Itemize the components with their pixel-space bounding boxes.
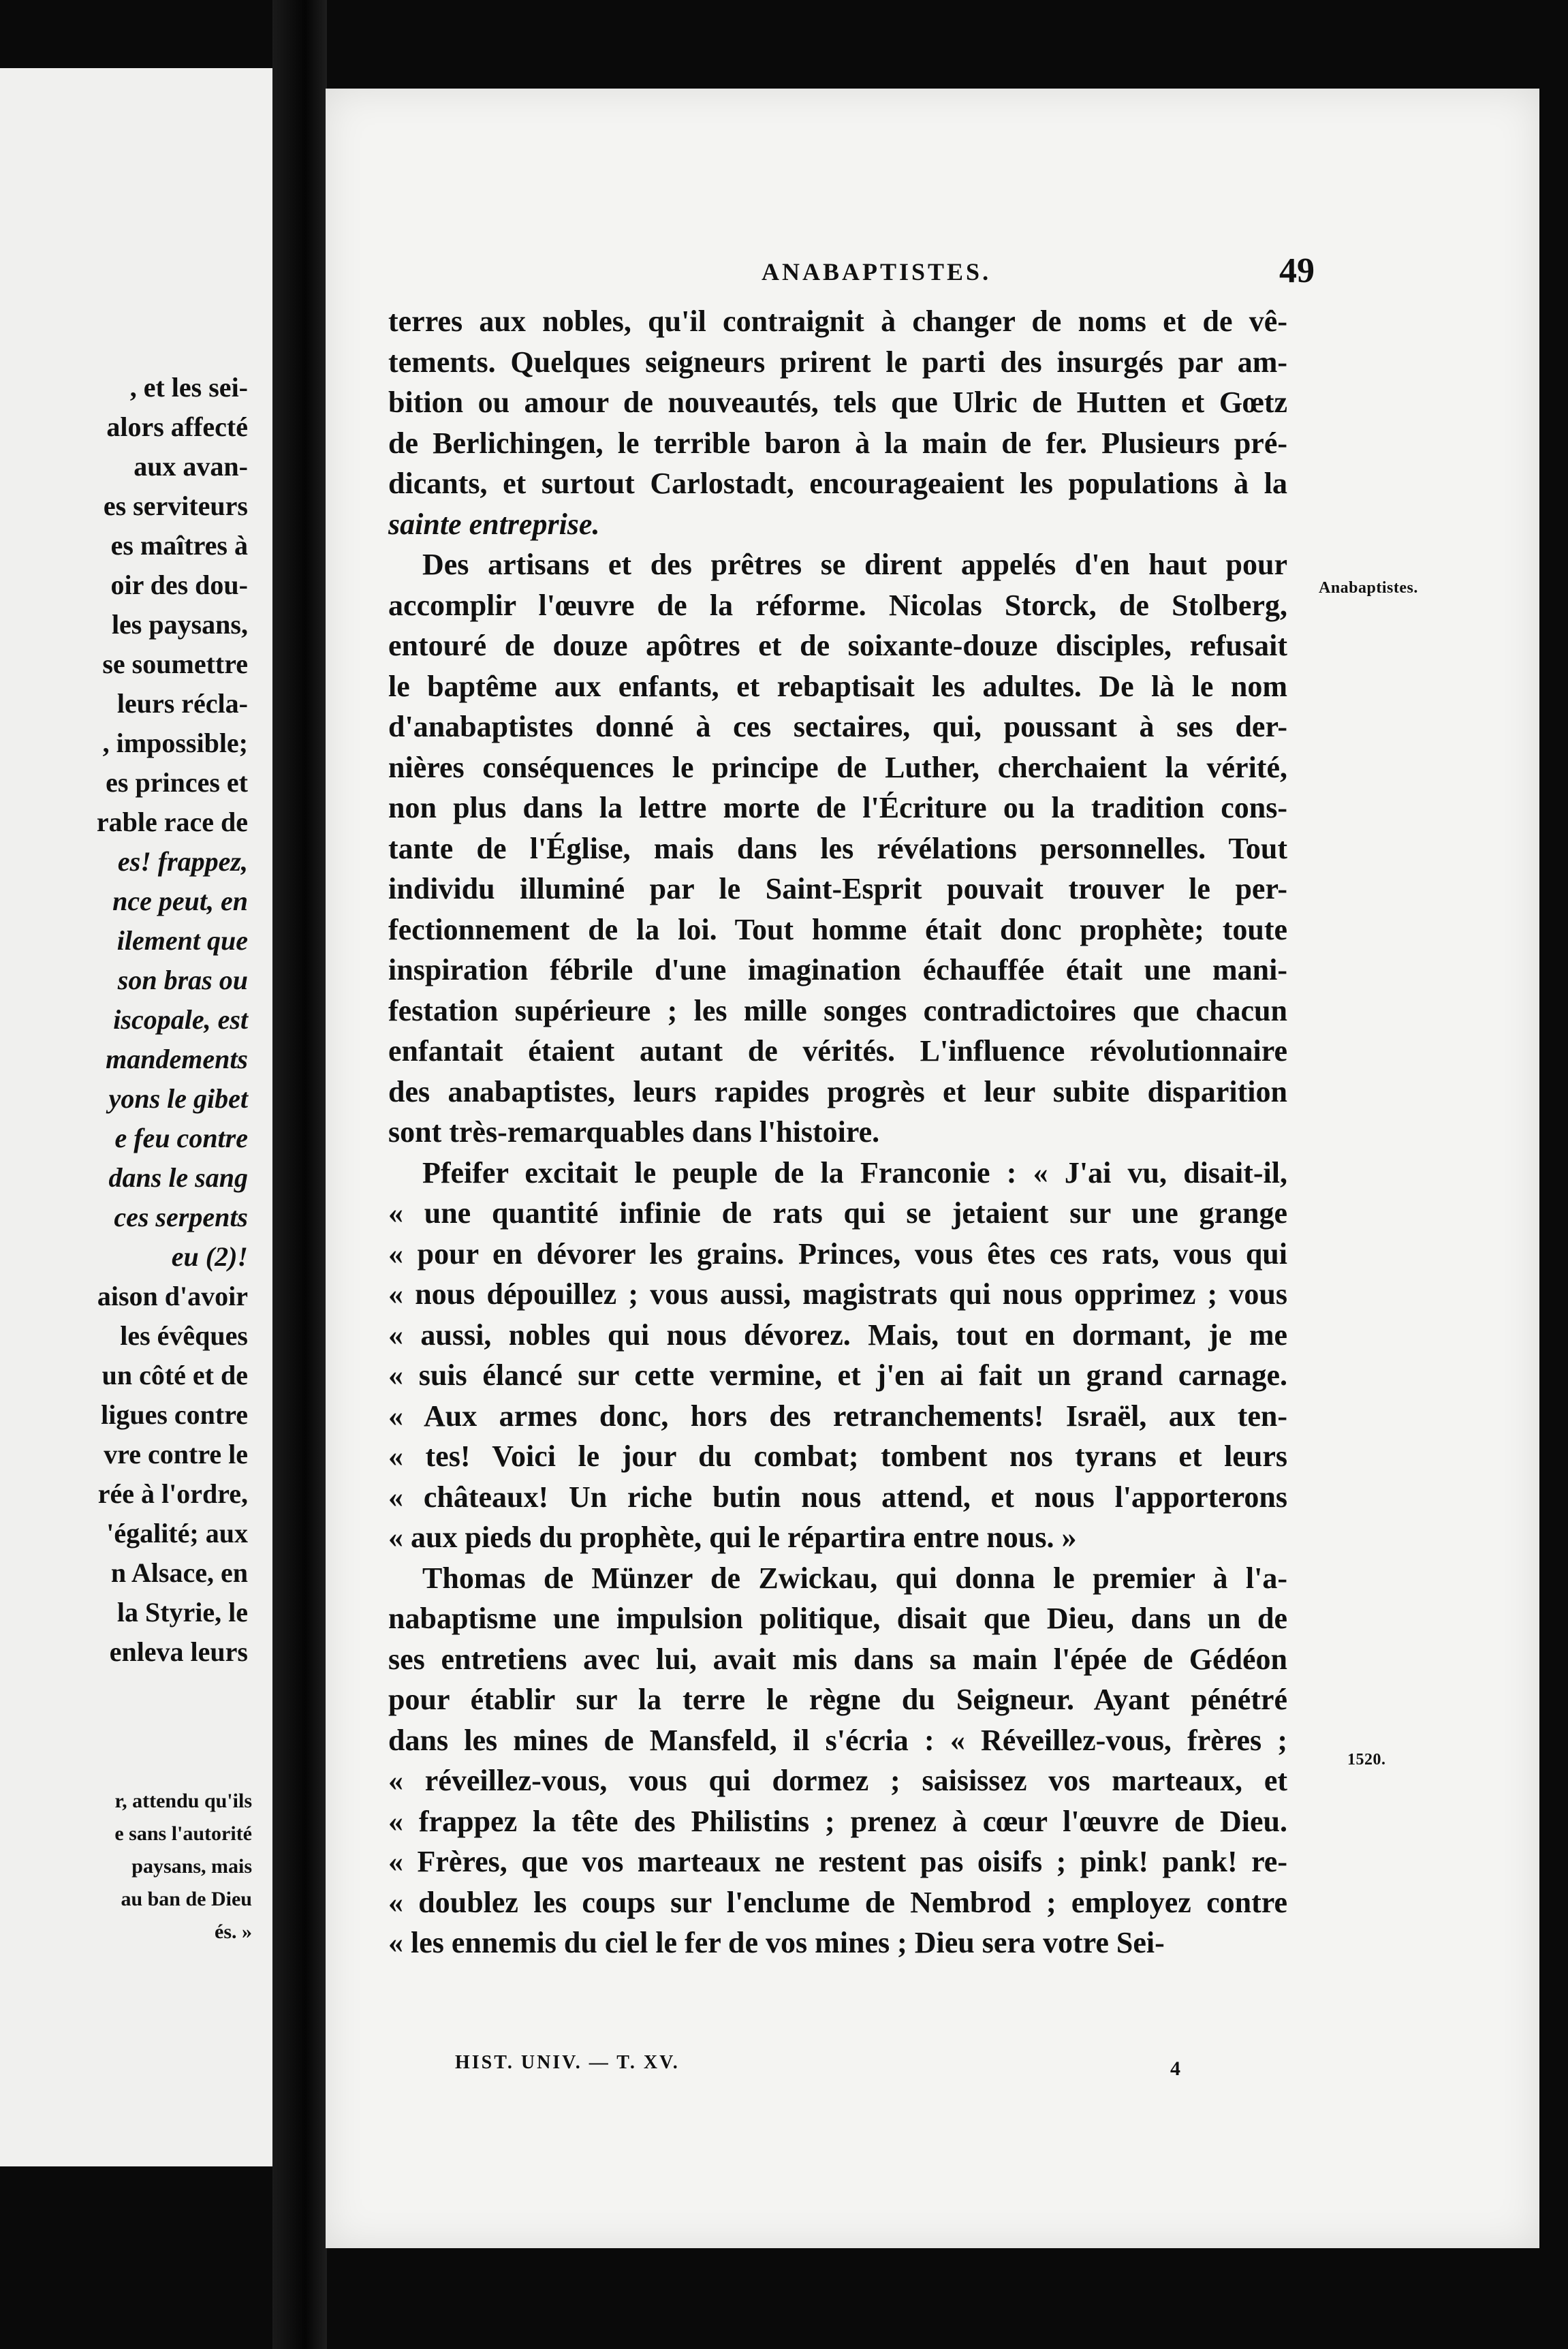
body-line: « doublez les coups sur l'enclume de Nembrod ; employez contre [388,1885,1287,1919]
body-line: « nous dépouillez ; vous aussi, magistrats qui nous opprimez ; vous [388,1277,1287,1311]
running-head [326,251,1539,292]
facing-page-line: ilement que [116,925,248,956]
facing-page-line: les évêques [120,1320,248,1351]
facing-page-line: rée à l'ordre, [97,1478,248,1509]
body-line: « aux pieds du prophète, qui le répartira entre nous. » [388,1521,1077,1554]
body-line: tements. Quelques seigneurs prirent le parti des insurgés par am- [388,345,1287,379]
body-line: sainte entreprise. [388,507,600,541]
facing-page-line: aux avan- [134,451,248,482]
body-line: « suis élancé sur cette vermine, et j'en ai fait un grand carnage. [388,1358,1287,1392]
body-line: d'anabaptistes donné à ces sectaires, qui, poussant à ses der- [388,710,1287,743]
footer-signature-number: 4 [1170,2057,1180,2080]
facing-page-text [0,368,248,1672]
facing-page-line: nce peut, en [112,886,248,916]
facing-page-line: son bras ou [117,965,248,995]
body-line: terres aux nobles, qu'il contraignit à changer de noms et de vê- [388,305,1287,338]
body-line: nières conséquences le principe de Luther, cherchaient la vérité, [388,750,1287,784]
body-line: entouré de douze apôtres et de soixante-douze disciples, refusait [388,629,1287,662]
book-gutter [272,0,327,2349]
facing-page-note-line: r, attendu qu'ils [114,1790,252,1812]
facing-page-line: iscopale, est [113,1004,248,1035]
margin-note-anabaptistes: Anabaptistes. [1319,579,1418,597]
facing-page-line: es maîtres à [110,530,248,561]
facing-page-line: alors affecté [106,411,248,442]
margin-note-year: 1520. [1347,1751,1386,1769]
body-line: fectionnement de la loi. Tout homme était donc prophète; toute [388,912,1287,946]
body-line: nabaptisme une impulsion politique, disait que Dieu, dans un de [388,1602,1287,1635]
body-line: sont très-remarquables dans l'histoire. [388,1115,880,1149]
body-line: « tes! Voici le jour du combat; tombent nos tyrans et leurs [388,1440,1287,1473]
body-line: « aussi, nobles qui nous dévorez. Mais, tout en dormant, je me [388,1318,1287,1352]
body-line: « pour en dévorer les grains. Princes, vous êtes ces rats, vous qui [388,1236,1287,1271]
facing-page-line: ligues contre [101,1399,248,1430]
body-line: festation supérieure ; les mille songes contradictoires que chacun [388,993,1287,1027]
facing-page-line: mandements [106,1044,248,1074]
body-line: pour établir sur la terre le règne du Seigneur. Ayant pénétré [388,1683,1287,1716]
facing-page-line: eu (2)! [171,1241,248,1272]
facing-page-line: n Alsace, en [110,1557,248,1588]
facing-page-line: es princes et [106,767,248,798]
body-line: tante de l'Église, mais dans les révélations personnelles. Tout [388,831,1287,865]
body-line: non plus dans la lettre morte de l'Écriture ou la tradition cons- [388,791,1287,824]
facing-page-line: e feu contre [114,1123,248,1153]
body-line: « châteaux! Un riche butin nous attend, et nous l'apporterons [388,1480,1287,1514]
facing-page-note-line: au ban de Dieu [121,1888,252,1910]
facing-page-line: 'égalité; aux [106,1518,248,1549]
body-line: « les ennemis du ciel le fer de vos mines ; Dieu sera votre Sei- [388,1926,1165,1959]
body-line: bition ou amour de nouveautés, tels que Ulric de Hutten et Gœtz [388,386,1287,419]
body-line: dicants, et surtout Carlostadt, encourageaient les populations à la [388,467,1287,500]
facing-page-line: es! frappez, [117,846,248,877]
facing-page-line: yons le gibet [108,1083,248,1114]
footer-signature: HIST. UNIV. — T. XV. [455,2052,680,2073]
facing-page-line: leurs récla- [116,688,248,719]
page-number: 49 [1279,251,1315,290]
facing-page-line: , et les sei- [129,372,248,403]
facing-page-line: , impossible; [102,728,248,758]
body-line: « une quantité infinie de rats qui se jetaient sur une grange [388,1196,1287,1230]
facing-page-line: la Styrie, le [116,1597,248,1628]
body-line: « frappez la tête des Philistins ; prenez à cœur l'œuvre de Dieu. [388,1804,1287,1838]
facing-page-note-line: és. » [215,1920,252,1943]
facing-page-line: es serviteurs [103,491,248,521]
facing-page-line: un côté et de [101,1360,248,1390]
body-line: le baptême aux enfants, et rebaptisait les adultes. De là le nom [388,669,1287,703]
facing-page-note-line: paysans, mais [131,1855,252,1878]
body-line: Des artisans et des prêtres se dirent appelés d'en haut pour [422,548,1287,581]
facing-page-line: dans le sang [108,1162,248,1193]
body-text [388,301,1287,1963]
body-line: de Berlichingen, le terrible baron à la main de fer. Plusieurs pré- [388,426,1287,460]
body-line: des anabaptistes, leurs rapides progrès et leur subite disparition [388,1074,1287,1108]
facing-page-line: rable race de [96,807,248,837]
book-page [326,89,1539,2248]
facing-page-fragment [0,68,277,2166]
body-line: inspiration fébrile d'une imagination échauffée était une mani- [388,953,1287,986]
body-line: individu illuminé par le Saint-Esprit pouvait trouver le per- [388,872,1287,905]
facing-page-line: oir des dou- [110,570,248,600]
body-line: « Aux armes donc, hors des retranchements! Israël, aux ten- [388,1399,1287,1433]
body-line: dans les mines de Mansfeld, il s'écria : « Réveillez-vous, frères ; [388,1723,1287,1757]
body-line: Thomas de Münzer de Zwickau, qui donna le premier à l'a- [422,1561,1287,1595]
facing-page-line: les paysans, [111,609,248,640]
body-line: « réveillez-vous, vous qui dormez ; saisissez vos marteaux, et [388,1764,1287,1797]
facing-page-line: vre contre le [104,1439,248,1469]
facing-page-note-line: e sans l'autorité [114,1822,252,1845]
body-line: ses entretiens avec lui, avait mis dans sa main l'épée de Gédéon [388,1642,1287,1676]
facing-page-line: aison d'avoir [97,1281,248,1311]
facing-page-footnotes [0,1785,252,1948]
body-line: accomplir l'œuvre de la réforme. Nicolas Storck, de Stolberg, [388,588,1287,622]
body-line: Pfeifer excitait le peuple de la Franconie : « J'ai vu, disait-il, [422,1155,1287,1189]
facing-page-line: se soumettre [102,649,248,679]
facing-page-line: enleva leurs [109,1636,248,1667]
body-line: enfantait étaient autant de vérités. L'influence révolutionnaire [388,1034,1287,1068]
facing-page-line: ces serpents [114,1202,248,1232]
running-head-title: ANABAPTISTES. [762,258,992,285]
body-line: « Frères, que vos marteaux ne restent pas oisifs ; pink! pank! re- [388,1845,1287,1878]
